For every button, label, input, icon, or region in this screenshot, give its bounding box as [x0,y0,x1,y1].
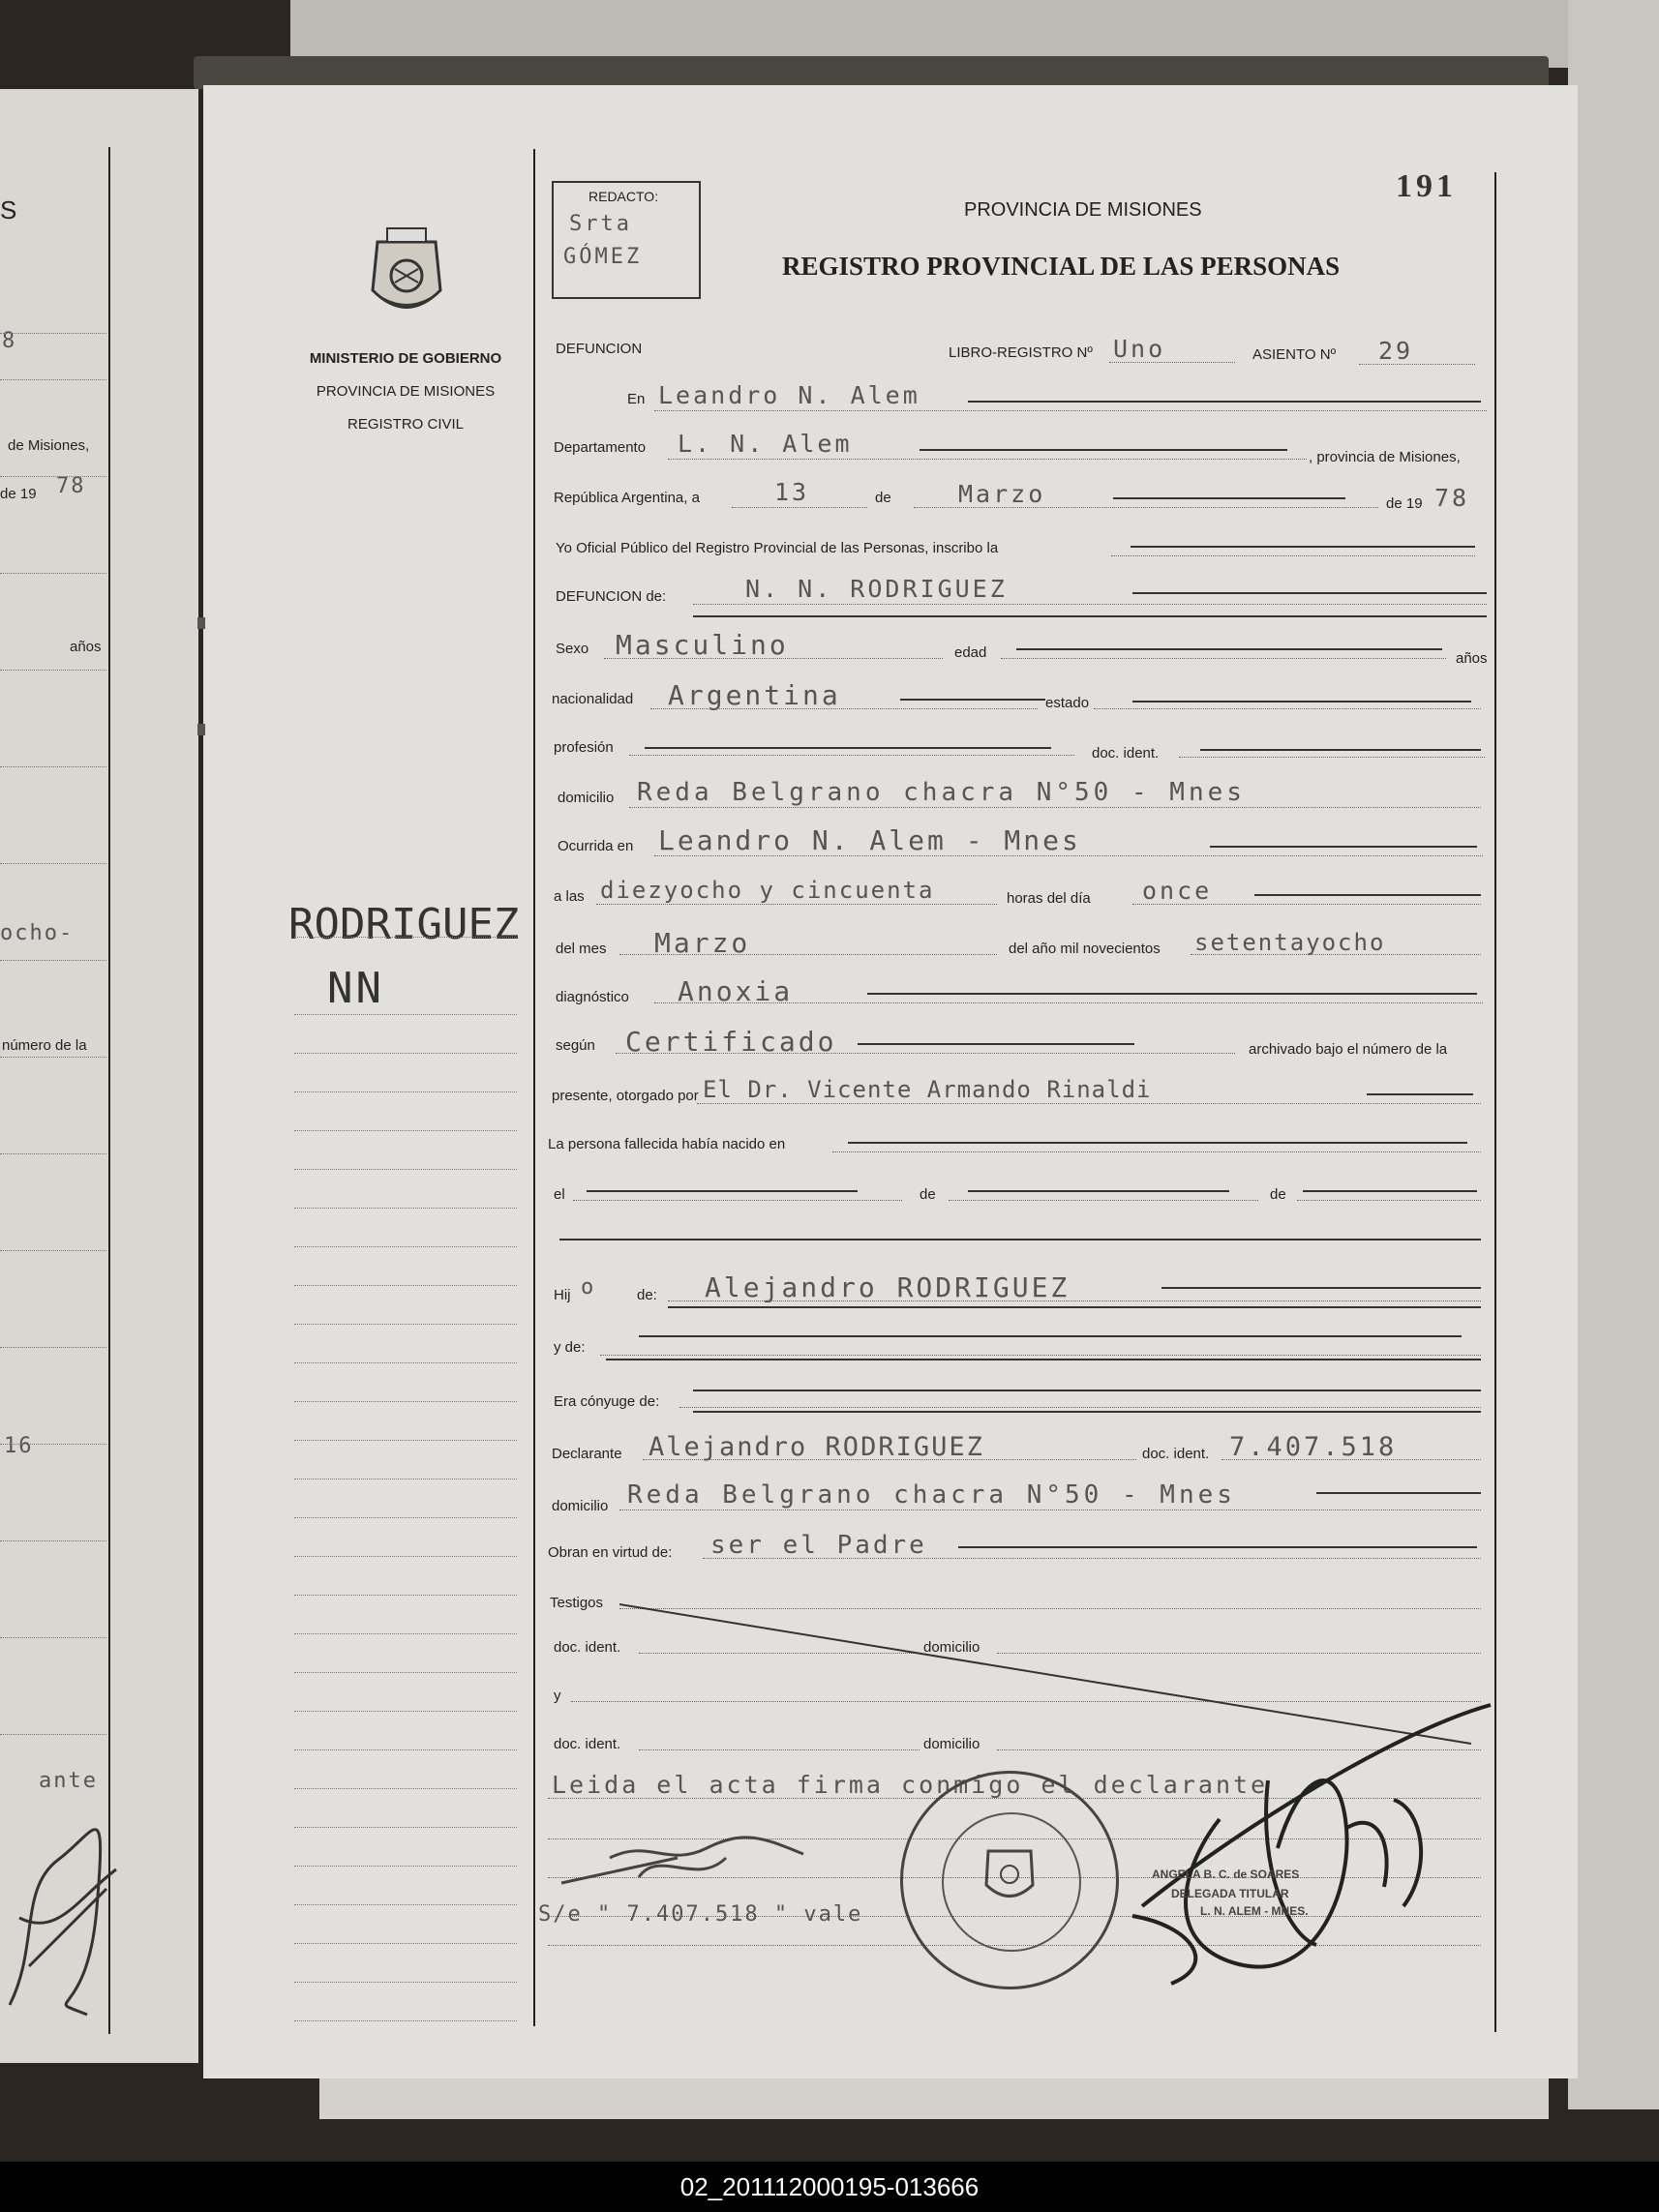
left-page-line [0,1444,106,1445]
left-cut-text: S [0,195,17,224]
left-page-line [0,1057,106,1058]
left-page-line [0,476,106,477]
edad-label: edad [954,644,987,661]
margin-line [294,1595,517,1596]
oficial-text: Yo Oficial Público del Registro Provincial de las Personas, inscribo la [556,540,999,556]
defuncion-de-line [693,604,1487,605]
margin-line [294,1285,517,1286]
dia-line [732,507,867,508]
margin-line [294,1633,517,1634]
oficial-line [1111,555,1475,556]
profesion-label: profesión [554,739,614,756]
ocurrida-fill-line [1210,846,1477,848]
margin-line [294,1246,517,1247]
edad-fill-line [1016,648,1442,650]
el-de-fill-line [968,1190,1229,1192]
t2-dom-label: domicilio [923,1736,980,1752]
de19-label: de 19 [1386,495,1423,512]
segun-line [616,1053,1235,1054]
conyuge-label: Era cónyuge de: [554,1393,660,1410]
left-page-line [0,670,106,671]
decl-doc-label: doc. ident. [1142,1446,1210,1462]
margin-line [294,1169,517,1170]
ministry-label: MINISTERIO DE GOBIERNO [309,350,502,367]
mes-ocurr-value: Marzo [654,927,751,959]
left-cut-hand: 8 [2,329,17,353]
defuncion-label: DEFUNCION [556,341,643,357]
hijo-de-label: de: [637,1287,657,1303]
el-fill-line [587,1190,858,1192]
obran-line [703,1558,1481,1559]
domicilio-value: Reda Belgrano chacra N°50 - Mnes [637,778,1246,807]
padre-underline [668,1306,1481,1308]
left-page-line [0,960,106,961]
margin-line [294,1788,517,1789]
left-cut-text: años [70,639,102,655]
diagnostico-value: Anoxia [678,975,794,1007]
leida-value: Leida el acta firma conmigo el declarante [552,1771,1269,1799]
alas-label: a las [554,888,585,905]
domicilio-label: domicilio [558,790,615,806]
decl-domicilio-label: domicilio [552,1498,609,1514]
dia-ocurr-line [1132,904,1481,905]
civil-registry-label: REGISTRO CIVIL [347,416,465,433]
margin-line [294,1362,517,1363]
hora-line [596,904,997,905]
nacionalidad-label: nacionalidad [552,691,634,707]
left-page [0,89,198,2063]
left-cut-hand: 16 [4,1434,34,1458]
el-line [573,1200,902,1201]
left-signature [0,1773,126,2024]
profesion-line [629,755,1074,756]
redacto-label: REDACTO: [588,189,659,204]
ocurrida-label: Ocurrida en [558,838,634,854]
republica-label: República Argentina, a [554,490,700,506]
segun-label: según [556,1037,595,1054]
binding-hole [197,724,205,735]
defuncion-de-value: N. N. RODRIGUEZ [745,575,1008,603]
presente-line [697,1103,1481,1104]
en-value: Leandro N. Alem [658,381,920,409]
padre-value: Alejandro RODRIGUEZ [705,1271,1071,1303]
domicilio-line [629,807,1481,808]
image-id-bar [0,2162,1659,2212]
page-number: 191 [1396,168,1457,204]
profesion-fill-line [645,747,1051,749]
nacionalidad-fill-line [900,699,1045,701]
margin-line [294,1711,517,1712]
docident-line [1179,757,1485,758]
margin-line [294,1749,517,1750]
margin-line [294,1091,517,1092]
anio-ocurr-value: setentayocho [1194,929,1386,956]
dia-ocurr-value: once [1142,877,1213,905]
anio-mil-label: del año mil novecientos [1009,941,1161,957]
decl-domicilio-fill-line [1316,1492,1481,1494]
margin-line [294,1517,517,1518]
left-page-line [0,573,106,574]
segun-fill-line [858,1043,1134,1045]
estado-line [1094,708,1481,709]
de-label: de [875,490,891,506]
presente-fill-line [1367,1093,1473,1095]
official-stamp-place: L. N. ALEM - MNES. [1200,1904,1309,1918]
anio-ocurr-line [1191,954,1481,955]
y-label: y [554,1688,561,1704]
margin-line [294,1982,517,1983]
hijo-label: Hij [554,1287,571,1303]
madre-line-1 [639,1335,1462,1337]
el-label: el [554,1186,565,1203]
margin-line [294,1440,517,1441]
left-page-line [0,333,106,334]
left-cut-hand: ocho- [0,921,75,945]
mes-line [914,507,1378,508]
el-de-label: de [920,1186,936,1203]
declarante-value: Alejandro RODRIGUEZ [649,1432,984,1462]
margin-line [294,1827,517,1828]
margin-given-name: NN [327,964,384,1013]
padre-fill-line [1161,1287,1481,1289]
archivado-label: archivado bajo el número de la [1249,1041,1448,1058]
margin-line [294,1672,517,1673]
left-cut-text: número de la [2,1037,87,1054]
redacto-box [552,181,701,299]
en-fill-line [968,401,1481,403]
obran-fill-line [958,1546,1477,1548]
left-cut-text: de 19 [0,486,37,502]
sidebar-province-label: PROVINCIA DE MISIONES [316,383,496,400]
margin-line [294,1943,517,1944]
presente-label: presente, otorgado por [552,1088,699,1104]
margin-line [294,937,517,938]
en-label: En [627,391,646,407]
sexo-label: Sexo [556,641,589,657]
conyuge-line-2 [693,1411,1481,1413]
madre-line-2 [606,1359,1481,1360]
nacionalidad-value: Argentina [668,679,841,711]
left-page-rule [108,147,110,2034]
estado-label: estado [1045,695,1090,711]
left-page-line [0,1734,106,1735]
ocurrida-line [654,855,1483,856]
mes-fill-line [1113,497,1345,499]
nacido-line [832,1151,1481,1152]
hijo-suffix: o [581,1275,597,1300]
left-page-line [0,1540,106,1541]
testigos-label: Testigos [550,1595,604,1611]
left-page-line [0,766,106,767]
padre-line [668,1300,1481,1301]
libro-label: LIBRO-REGISTRO Nº [949,344,1093,361]
defuncion-de-label: DEFUNCION de: [556,588,667,605]
official-stamp-name: ANGELA B. C. de SOARES [1152,1868,1300,1881]
left-page-line [0,1153,106,1154]
margin-line [294,1053,517,1054]
official-stamp-title: DELEGADA TITULAR [1171,1887,1289,1900]
registry-title: REGISTRO PROVINCIAL DE LAS PERSONAS [782,252,1341,281]
seal-emblem-icon [980,1841,1039,1909]
conyuge-line [679,1407,1481,1408]
estado-fill-line [1132,701,1471,702]
t-dom-label: domicilio [923,1639,980,1656]
correction-note: S/e " 7.407.518 " vale [538,1902,863,1927]
asiento-line [1359,364,1475,365]
margin-line [294,1130,517,1131]
margin-line [294,1479,517,1480]
nacido-fill-line [848,1142,1467,1144]
presente-value: El Dr. Vicente Armando Rinaldi [703,1076,1152,1103]
left-page-line [0,1347,106,1348]
libro-line [1109,362,1235,363]
madre-line [600,1355,1481,1356]
margin-line [294,1556,517,1557]
anio-value: 78 [1434,484,1470,512]
declarante-line [643,1459,1136,1460]
left-cut-text: de Misiones, [8,437,90,454]
el-de-fill-line-2 [1303,1190,1477,1192]
binding-hole [197,617,205,629]
anos-label: años [1456,650,1488,667]
left-page-line [0,1637,106,1638]
t-doc-label: doc. ident. [554,1639,621,1656]
margin-line [294,1324,517,1325]
background-right [1568,0,1659,2109]
image-id-text: 02_201112000195-013666 [679,2172,980,2201]
diagnostico-line [654,1002,1483,1003]
hora-value: diezyocho y cincuenta [600,877,935,904]
mes-value: Marzo [958,480,1046,508]
edad-line [1001,658,1446,659]
defuncion-de-underline [693,615,1487,617]
left-page-line [0,379,106,380]
provincia-suffix: , provincia de Misiones, [1309,449,1461,465]
ocurrida-value: Leandro N. Alem - Mnes [658,824,1081,856]
el-de-label-2: de [1270,1186,1286,1203]
dia-ocurr-fill-line [1254,894,1481,896]
t2-doc-label: doc. ident. [554,1736,621,1752]
obran-label: Obran en virtud de: [548,1544,673,1561]
departamento-line [668,459,1307,460]
departamento-label: Departamento [554,439,647,456]
departamento-value: L. N. Alem [678,430,853,458]
left-cut-hand: 78 [56,474,86,498]
asiento-label: ASIENTO Nº [1252,346,1337,363]
diagnostico-label: diagnóstico [556,989,629,1005]
margin-line [294,1014,517,1015]
conyuge-line-1 [693,1390,1481,1391]
docident-fill-line [1200,749,1481,751]
nacionalidad-line [650,708,1038,709]
left-page-line [0,863,106,864]
defuncion-de-fill-line [1132,592,1487,594]
margin-line [294,1208,517,1209]
el-de-line-2 [1297,1200,1481,1201]
obran-value: ser el Padre [710,1531,927,1560]
docident-label: doc. ident. [1092,745,1160,762]
segun-value: Certificado [625,1026,837,1058]
left-cut-hand: ante [39,1769,98,1793]
asiento-value: 29 [1378,337,1414,365]
official-initials [552,1829,813,1897]
declarant-signature [1103,1693,1510,2013]
form-left-rule [533,149,535,2026]
sexo-value: Masculino [616,629,789,661]
left-page-line [0,1250,106,1251]
birth-extra-line [559,1239,1481,1241]
declarante-label: Declarante [552,1446,622,1462]
nacido-label: La persona fallecida había nacido en [548,1136,786,1152]
oficial-fill-line [1131,546,1475,548]
sexo-line [604,658,943,659]
en-line [654,410,1487,411]
decl-domicilio-value: Reda Belgrano chacra N°50 - Mnes [627,1480,1236,1510]
coat-of-arms-icon [358,223,455,329]
margin-line [294,1401,517,1402]
horas-label: horas del día [1007,890,1091,907]
redacto-value-1: Srta [569,212,632,236]
diagnostico-fill-line [867,993,1477,995]
libro-value: Uno [1113,335,1166,363]
mes-ocurr-line [619,954,997,955]
book-cover-edge [194,56,1549,89]
province-title: PROVINCIA DE MISIONES [964,199,1202,221]
yde-label: y de: [554,1339,586,1356]
el-de-line [949,1200,1258,1201]
dia-value: 13 [774,478,810,506]
official-seal [900,1771,1119,1989]
margin-line [294,1904,517,1905]
departamento-fill-line [920,449,1287,451]
redacto-value-2: GÓMEZ [563,245,643,269]
margin-surname: RODRIGUEZ [288,900,520,949]
delmes-label: del mes [556,941,607,957]
margin-line [294,2020,517,2021]
margin-line [294,1866,517,1867]
decl-doc-line [1222,1459,1481,1460]
decl-doc-value: 7.407.518 [1229,1432,1398,1462]
